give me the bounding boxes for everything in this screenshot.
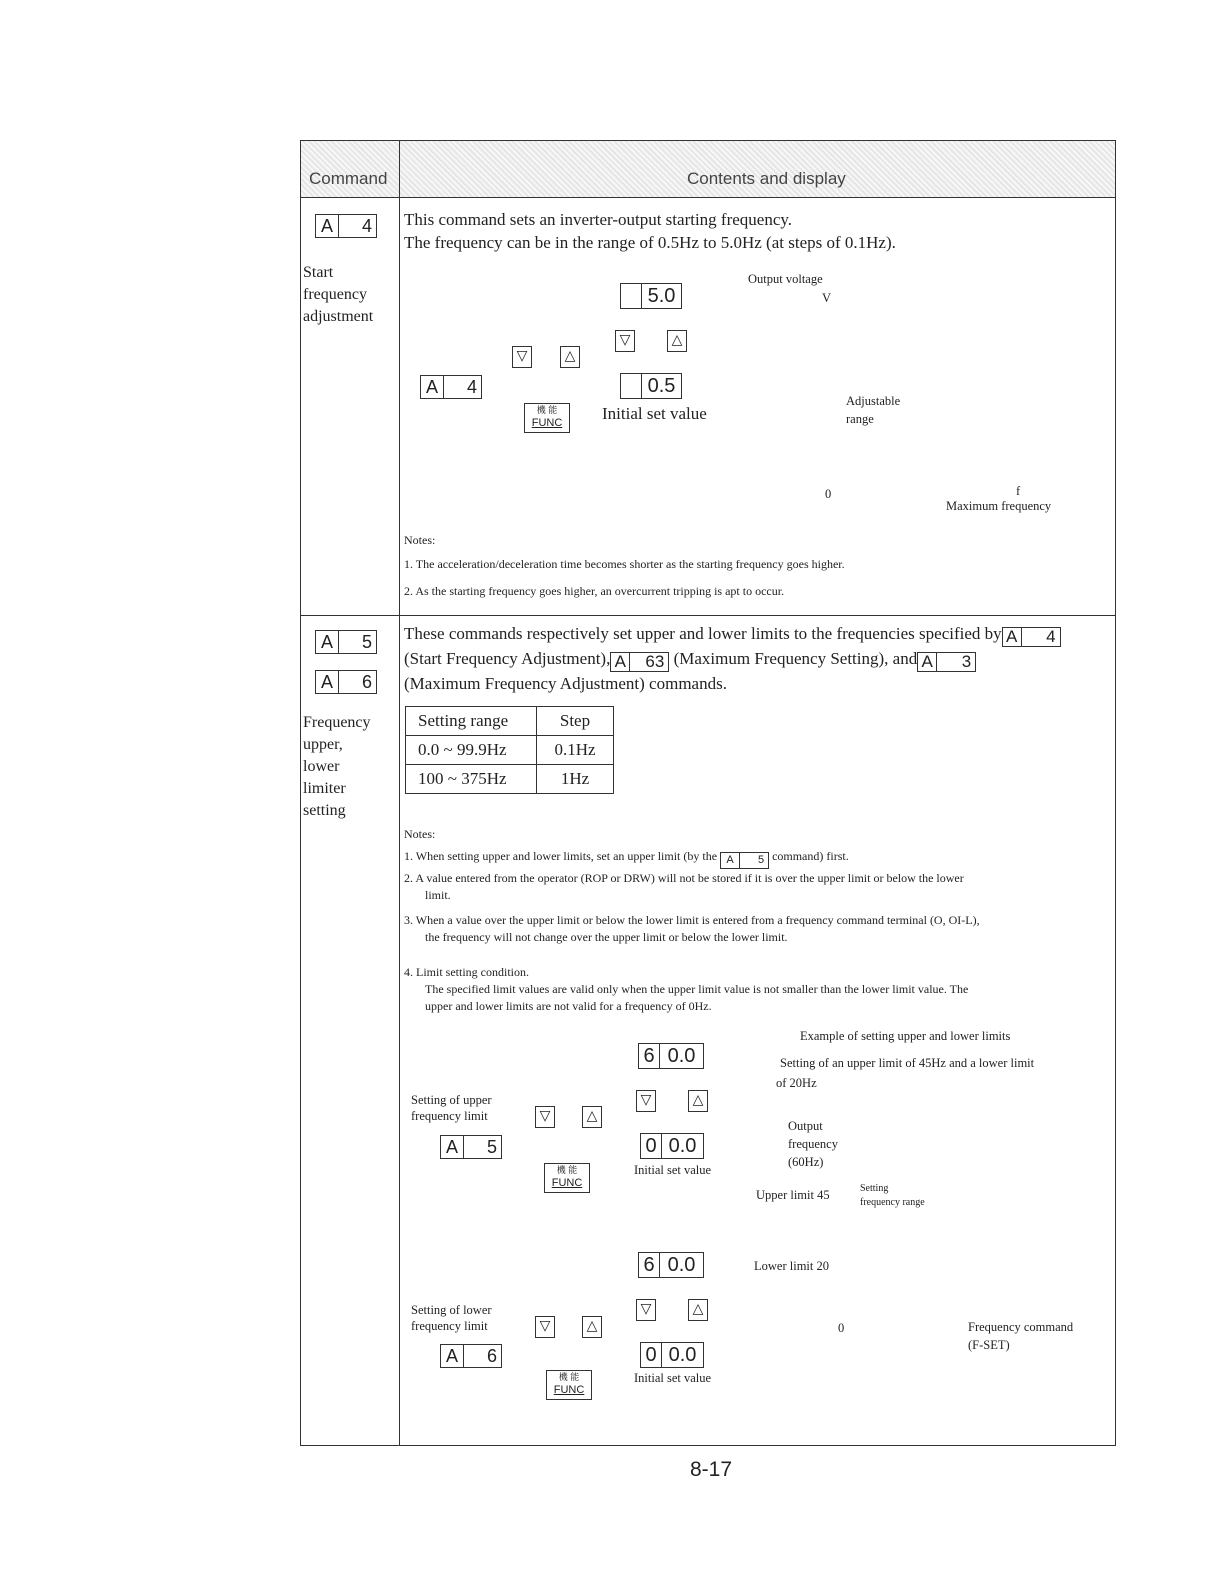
example-fc-1: Frequency command bbox=[968, 1320, 1074, 1334]
a4-notes-title: Notes: bbox=[404, 533, 436, 547]
page-number: 8-17 bbox=[690, 1458, 733, 1481]
lower-display-max: 6 0.0 bbox=[638, 1252, 704, 1278]
upper-display-initial: 0 0.0 bbox=[640, 1133, 704, 1159]
example-zero: 0 bbox=[838, 1321, 845, 1335]
example-output-3: (60Hz) bbox=[788, 1155, 824, 1169]
a4-code-display: A 4 bbox=[420, 375, 482, 399]
up-key-icon: △ bbox=[560, 346, 580, 368]
func-key-icon: 機 能 FUNC bbox=[544, 1163, 590, 1193]
a56-description: These commands respectively set upper and lower limits to the frequencies specified by A 4 (Start Frequency Adjustment), A 63 (Maximum Frequency Setting), and A 3 (Maximum Frequency Adjustment) commands. bbox=[404, 622, 1114, 695]
a4-description: This command sets an inverter-output starting frequency. The frequency can be in the range of 0.5Hz to 5.0Hz (at steps of 0.1Hz). bbox=[404, 210, 896, 252]
down-key-icon: ▽ bbox=[535, 1316, 555, 1338]
row-divider bbox=[301, 615, 1115, 616]
lower-a6-code: A 6 bbox=[440, 1344, 502, 1368]
a4-note-1: 1. The acceleration/deceleration time becomes shorter as the starting frequency goes higher. bbox=[404, 557, 845, 571]
graph-max-frequency: Maximum frequency bbox=[946, 499, 1052, 513]
up-key-icon: △ bbox=[582, 1316, 602, 1338]
up-key-icon: △ bbox=[688, 1299, 708, 1321]
graph-output-voltage: Output voltage bbox=[748, 272, 823, 286]
func-key-icon: 機 能 FUNC bbox=[546, 1370, 592, 1400]
upper-display-max: 6 0.0 bbox=[638, 1043, 704, 1069]
upper-initial-set-value: Initial set value bbox=[634, 1163, 712, 1177]
header-command: Command bbox=[309, 169, 388, 188]
example-output-1: Output bbox=[788, 1119, 823, 1133]
a5-code: A 5 bbox=[315, 630, 377, 654]
example-sub-1: Setting of an upper limit of 45Hz and a lower limit bbox=[780, 1056, 1035, 1070]
down-key-icon: ▽ bbox=[636, 1090, 656, 1112]
upper-a5-code: A 5 bbox=[440, 1135, 502, 1159]
a4-label: Start frequency adjustment bbox=[303, 264, 374, 325]
a4-note-2: 2. As the starting frequency goes higher, an overcurrent tripping is apt to occur. bbox=[404, 584, 785, 598]
up-key-icon: △ bbox=[667, 330, 687, 352]
graph-f: f bbox=[1016, 484, 1021, 498]
example-output-2: frequency bbox=[788, 1137, 838, 1151]
down-key-icon: ▽ bbox=[512, 346, 532, 368]
example-title: Example of setting upper and lower limits bbox=[800, 1029, 1011, 1043]
a56-note-4: 4. Limit setting condition. The specified limit values are valid only when the upper limit value is not smaller than the lower limit value. The upper and lower limits are not valid for a frequency of 0Hz. bbox=[404, 965, 969, 1013]
a4-code: A 4 bbox=[315, 214, 377, 238]
a4-initial-set-value: Initial set value bbox=[602, 404, 707, 423]
example-upper-limit: Upper limit 45 bbox=[756, 1188, 830, 1202]
up-key-icon: △ bbox=[688, 1090, 708, 1112]
setting-range-table: Setting range Step 0.0 ~ 99.9Hz 0.1Hz 100 ~ 375Hz 1Hz bbox=[405, 706, 614, 794]
header-divider bbox=[301, 197, 1115, 198]
lower-setting-label: Setting of lower frequency limit bbox=[411, 1303, 492, 1333]
a56-note-2: 2. A value entered from the operator (ROP or DRW) will not be stored if it is over the upper limit or below the lower limit. bbox=[404, 871, 964, 902]
a56-label: Frequency upper, lower limiter setting bbox=[303, 714, 371, 819]
a56-note-3: 3. When a value over the upper limit or below the lower limit is entered from a frequency command terminal (O, OI-L), the frequency will not change over the upper limit or below the lower limit. bbox=[404, 913, 980, 944]
example-sub-2: of 20Hz bbox=[776, 1076, 817, 1090]
graph-zero: 0 bbox=[825, 487, 832, 501]
column-divider bbox=[399, 141, 400, 1445]
example-fc-2: (F-SET) bbox=[968, 1338, 1010, 1352]
example-lower-limit: Lower limit 20 bbox=[754, 1259, 829, 1273]
graph-range: range bbox=[846, 412, 874, 426]
header-contents: Contents and display bbox=[687, 169, 846, 188]
upper-setting-label: Setting of upper frequency limit bbox=[411, 1093, 492, 1123]
func-key-icon: 機 能 FUNC bbox=[524, 403, 570, 433]
lower-display-initial: 0 0.0 bbox=[640, 1342, 704, 1368]
a56-notes-title: Notes: bbox=[404, 827, 436, 841]
up-key-icon: △ bbox=[582, 1106, 602, 1128]
a6-code: A 6 bbox=[315, 670, 377, 694]
example-setting: Setting bbox=[860, 1183, 889, 1194]
down-key-icon: ▽ bbox=[535, 1106, 555, 1128]
down-key-icon: ▽ bbox=[636, 1299, 656, 1321]
down-key-icon: ▽ bbox=[615, 330, 635, 352]
lower-initial-set-value: Initial set value bbox=[634, 1371, 712, 1385]
a4-display-max: 5.0 bbox=[620, 283, 682, 309]
a4-display-initial: 0.5 bbox=[620, 373, 682, 399]
graph-v: V bbox=[822, 291, 832, 305]
a56-note-1: 1. When setting upper and lower limits, set an upper limit (by the A 5 command) first. bbox=[404, 848, 849, 869]
example-freq-range: frequency range bbox=[860, 1197, 925, 1208]
graph-adjustable: Adjustable bbox=[846, 394, 901, 408]
